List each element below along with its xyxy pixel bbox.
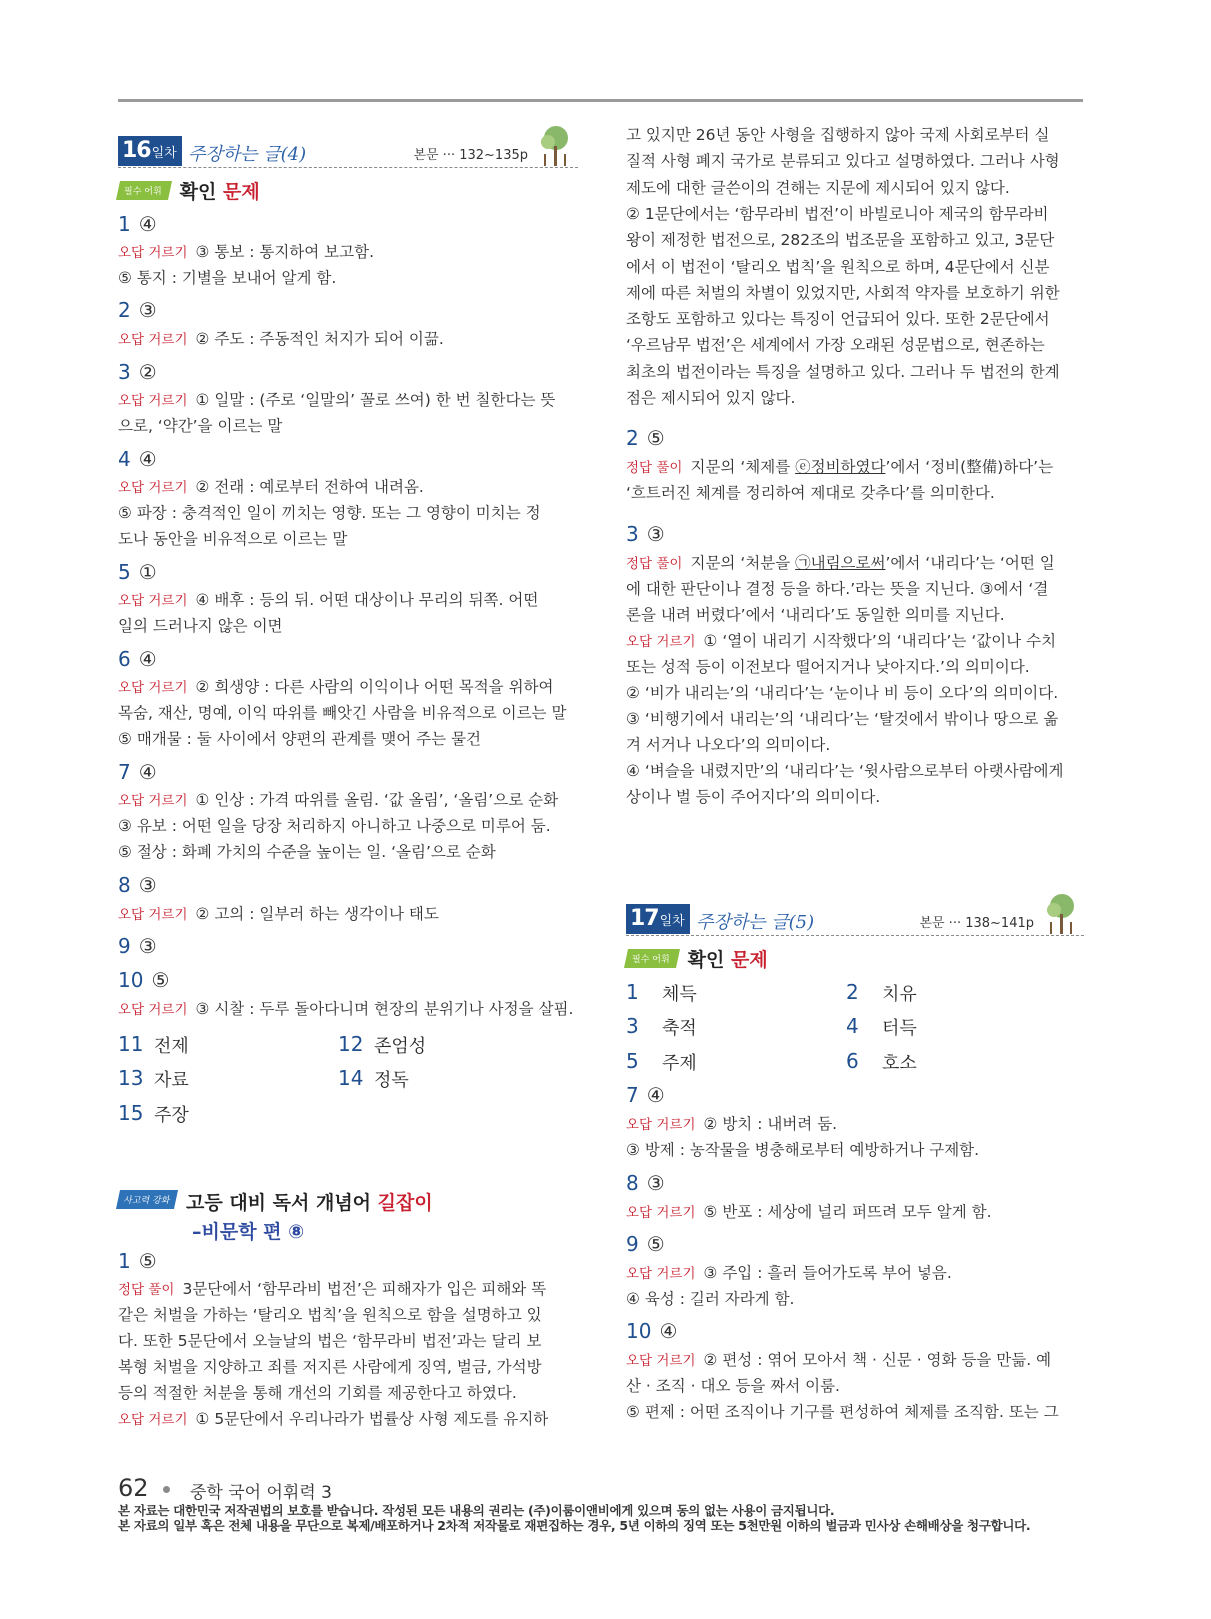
- footer-dot: [163, 1486, 170, 1493]
- section-title: 확인 문제: [179, 180, 260, 203]
- answer-number: 10 ⑤: [118, 968, 170, 992]
- explanation-line: 복형 처벌을 지양하고 죄를 저지른 사람에게 징역, 벌금, 가석방: [118, 1358, 542, 1376]
- explanation-line: 정답 풀이 3문단에서 ‘함무라비 법전’은 피해자가 입은 피해와 똑: [118, 1280, 547, 1298]
- explanation-line: 제에 따른 처벌의 차별이 있었지만, 사회적 약자를 보호하기 위한: [626, 283, 1060, 302]
- explanation-line: 으로, ‘약간’을 이르는 말: [118, 417, 283, 435]
- explanation-line: 오답 거르기 ① ‘열이 내리기 시작했다’의 ‘내리다’는 ‘값이나 수치: [626, 632, 1057, 650]
- day-header-17: [626, 900, 1084, 936]
- explanation-line: 또는 성적 등이 이전보다 떨어지거나 낮아지다.’의 의미이다.: [626, 658, 1030, 676]
- copyright-line: 본 자료의 일부 혹은 전체 내용을 무단으로 복제/배포하거나 2차적 저작물로 재편집하는 경우, 5년 이하의 징역 또는 5천만원 이하의 벌금과 민사상 손해배상을 청구합니다.: [118, 1518, 1031, 1533]
- explanation-line: 겨 서거나 나오다’의 의미이다.: [626, 736, 831, 754]
- day-number: 17: [630, 906, 659, 931]
- explanation-line: 왕이 제정한 법전으로, 282조의 법조문을 포함하고 있고, 3문단: [626, 231, 1055, 250]
- day-title: 주장하는 글(4): [188, 144, 307, 165]
- answer-number: 2 ⑤: [626, 426, 665, 450]
- explanation-line: 오답 거르기 ③ 주입 : 흘러 들어가도록 부어 넣음.: [626, 1264, 952, 1282]
- explanation-line: ② 1문단에서는 ‘함무라비 법전’이 바빌로니아 제국의 함무라비: [626, 204, 1049, 223]
- explanation-line: ② ‘비가 내리는’의 ‘내리다’는 ‘눈이나 비 등이 오다’의 의미이다.: [626, 684, 1059, 702]
- answer-number: 8 ③: [626, 1171, 665, 1195]
- explanation-line: 다. 또한 5문단에서 오늘날의 법은 ‘함무라비 법전’과는 달리 보: [118, 1332, 542, 1350]
- explanation-line: ④ ‘벼슬을 내렸지만’의 ‘내리다’는 ‘윗사람으로부터 아랫사람에게: [626, 762, 1064, 780]
- answer-number: 5 ①: [118, 560, 157, 584]
- explanation-line: ③ ‘비행기에서 내리는’의 ‘내리다’는 ‘탈것에서 밖이나 땅으로 옮: [626, 710, 1059, 728]
- copyright-line: 본 자료는 대한민국 저작권법의 보호를 받습니다. 작성된 모든 내용의 권리는 (주)이룸이앤비에게 있으며 동의 없는 사용이 금지됩니다.: [118, 1503, 835, 1518]
- answer-number: 8 ③: [118, 873, 157, 897]
- explanation-line: 목숨, 재산, 명예, 이익 따위를 빼앗긴 사람을 비유적으로 이르는 말: [118, 704, 567, 722]
- explanation-line: 일의 드러나지 않은 이면: [118, 617, 283, 635]
- explanation-line: 오답 거르기 ② 고의 : 일부러 하는 생각이나 태도: [118, 905, 439, 923]
- explanation-line: 조항도 포함하고 있다는 특징이 언급되어 있다. 또한 2문단에서: [626, 310, 1050, 329]
- explanation-line: 오답 거르기 ② 전래 : 예로부터 전하여 내려옴.: [118, 478, 424, 496]
- day-number: 16: [122, 138, 151, 163]
- explanation-line: 정답 풀이 지문의 ‘처분을 ㉠내림으로써’에서 ‘내리다’는 ‘어떤 일: [626, 554, 1055, 572]
- answer-number: 9 ③: [118, 934, 157, 958]
- answer-number: 2 ③: [118, 298, 157, 322]
- answer-number: 4 ④: [118, 447, 157, 471]
- explanation-line: 오답 거르기 ② 방치 : 내버려 둠.: [626, 1115, 838, 1133]
- explanation-line: 오답 거르기 ③ 시찰 : 두루 돌아다니며 현장의 분위기나 사정을 살핌.: [118, 1000, 574, 1018]
- explanation-line: 점은 제시되어 있지 않다.: [626, 389, 796, 407]
- explanation-line: 제도에 대한 글쓴이의 견해는 지문에 제시되어 있지 않다.: [626, 178, 1010, 197]
- explanation-line: ‘흐트러진 체계를 정리하여 제대로 갖추다’를 의미한다.: [626, 484, 995, 502]
- explanation-line: 에 대한 판단이나 결정 등을 하다.’라는 뜻을 지닌다. ③에서 ‘결: [626, 580, 1049, 598]
- answer-number: 7 ④: [118, 760, 157, 784]
- explanation-line: ③ 방제 : 농작물을 병충해로부터 예방하거나 구제함.: [626, 1141, 980, 1159]
- explanation-line: 오답 거르기 ① 인상 : 가격 따위를 올림. ‘값 올림’, ‘올림’으로 순화: [118, 791, 559, 809]
- explanation-line: 오답 거르기 ③ 통보 : 통지하여 보고함.: [118, 243, 375, 261]
- tree-icon: [1042, 892, 1078, 936]
- answer-number: 3 ②: [118, 360, 157, 384]
- explanation-line: ‘우르남무 법전’은 세계에서 가장 오래된 성문법으로, 현존하는: [626, 336, 1045, 355]
- answer-number: 6 ④: [118, 647, 157, 671]
- explanation-line: ⑤ 매개물 : 둘 사이에서 양편의 관계를 맺어 주는 물건: [118, 730, 481, 748]
- explanation-line: ⑤ 파장 : 충격적인 일이 끼치는 영향. 또는 그 영향이 미치는 정: [118, 504, 541, 522]
- explanation-line: 질적 사형 폐지 국가로 분류되고 있다고 설명하였다. 그러나 사형: [626, 152, 1060, 171]
- explanation-line: ③ 유보 : 어떤 일을 당장 처리하지 아니하고 나중으로 미루어 둠.: [118, 817, 551, 835]
- day-badge: [626, 904, 690, 934]
- day-header-16: [118, 132, 578, 168]
- explanation-line: 오답 거르기 ② 주도 : 주동적인 처지가 되어 이끎.: [118, 330, 444, 348]
- explanation-line: 오답 거르기 ⑤ 반포 : 세상에 널리 퍼뜨려 모두 알게 함.: [626, 1203, 992, 1221]
- explanation-line: 등의 적절한 처분을 통해 개선의 기회를 제공한다고 하였다.: [118, 1384, 517, 1402]
- answer-number: 10 ④: [626, 1319, 678, 1343]
- explanation-line: 오답 거르기 ④ 배후 : 등의 뒤. 어떤 대상이나 무리의 뒤쪽. 어떤: [118, 591, 539, 609]
- sagolyeok-header: [118, 1188, 176, 1209]
- section-check: [626, 944, 768, 972]
- explanation-line: 오답 거르기 ② 편성 : 엮어 모아서 책 · 신문 · 영화 등을 만듦. 예: [626, 1351, 1052, 1369]
- explanation-line: ④ 육성 : 길러 자라게 함.: [626, 1290, 795, 1308]
- day-suffix: 일차: [151, 146, 177, 161]
- explanation-line: ⑤ 통지 : 기별을 보내어 알게 함.: [118, 269, 337, 287]
- explanation-line: 도나 동안을 비유적으로 이르는 말: [118, 530, 348, 548]
- explanation-line: 정답 풀이 지문의 ‘체제를 ⓔ정비하였다’에서 ‘정비(整備)하다’는: [626, 458, 1054, 476]
- explanation-line: ⑤ 편제 : 어떤 조직이나 기구를 편성하여 체제를 조직함. 또는 그: [626, 1403, 1059, 1421]
- day-title: 주장하는 글(5): [696, 912, 815, 933]
- section-check: [118, 176, 260, 204]
- explanation-line: 상이나 벌 등이 주어지다’의 의미이다.: [626, 788, 881, 806]
- answer-number: 7 ④: [626, 1083, 665, 1107]
- explanation-line: 최초의 법전이라는 특징을 설명하고 있다. 그러나 두 법전의 한계: [626, 362, 1060, 381]
- explanation-line: ⑤ 절상 : 화폐 가치의 수준을 높이는 일. ‘올림’으로 순화: [118, 843, 496, 861]
- page-number: 62: [118, 1474, 149, 1502]
- top-rule: [118, 99, 1083, 102]
- sagolyeok-title: 고등 대비 독서 개념어 길잡이: [186, 1192, 433, 1214]
- explanation-line: 에서 이 법전이 ‘탈리오 법칙’을 원칙으로 하며, 4문단에서 신분: [626, 257, 1050, 276]
- section-tag: 필수 어휘: [116, 181, 172, 200]
- sagolyeok-subtitle: –비문학 편 ⑧: [192, 1221, 305, 1243]
- day-suffix: 일차: [659, 914, 685, 929]
- explanation-line: 고 있지만 26년 동안 사형을 집행하지 않아 국제 사회로부터 실: [626, 126, 1050, 144]
- explanation-line: 오답 거르기 ① 5문단에서 우리나라가 법률상 사형 제도를 유지하: [118, 1410, 549, 1428]
- page-range: 본문 ··· 132~135p: [413, 148, 528, 163]
- tree-icon: [536, 124, 572, 168]
- answer-number: 1 ④: [118, 212, 157, 236]
- explanation-line: 같은 처벌을 가하는 ‘탈리오 법칙’을 원칙으로 함을 설명하고 있: [118, 1306, 542, 1324]
- book-title: 중학 국어 어휘력 3: [190, 1483, 332, 1503]
- page-range: 본문 ··· 138~141p: [919, 916, 1034, 931]
- answer-number: 3 ③: [626, 522, 665, 546]
- explanation-line: 론을 내려 버렸다’에서 ‘내리다’도 동일한 의미를 지닌다.: [626, 606, 1005, 624]
- explanation-line: 오답 거르기 ① 일말 : (주로 ‘일말의’ 꼴로 쓰여) 한 번 칠한다는 뜻: [118, 391, 556, 409]
- day-badge: [118, 136, 182, 166]
- sagolyeok-tag: 사고력 강화: [116, 1190, 178, 1209]
- answer-number: 1 ⑤: [118, 1249, 157, 1273]
- answer-number: 9 ⑤: [626, 1232, 665, 1256]
- explanation-line: 오답 거르기 ② 희생양 : 다른 사람의 이익이나 어떤 목적을 위하여: [118, 678, 554, 696]
- section-title: 확인 문제: [687, 948, 768, 971]
- section-tag: 필수 어휘: [624, 949, 680, 968]
- explanation-line: 산 · 조직 · 대오 등을 짜서 이룸.: [626, 1377, 840, 1395]
